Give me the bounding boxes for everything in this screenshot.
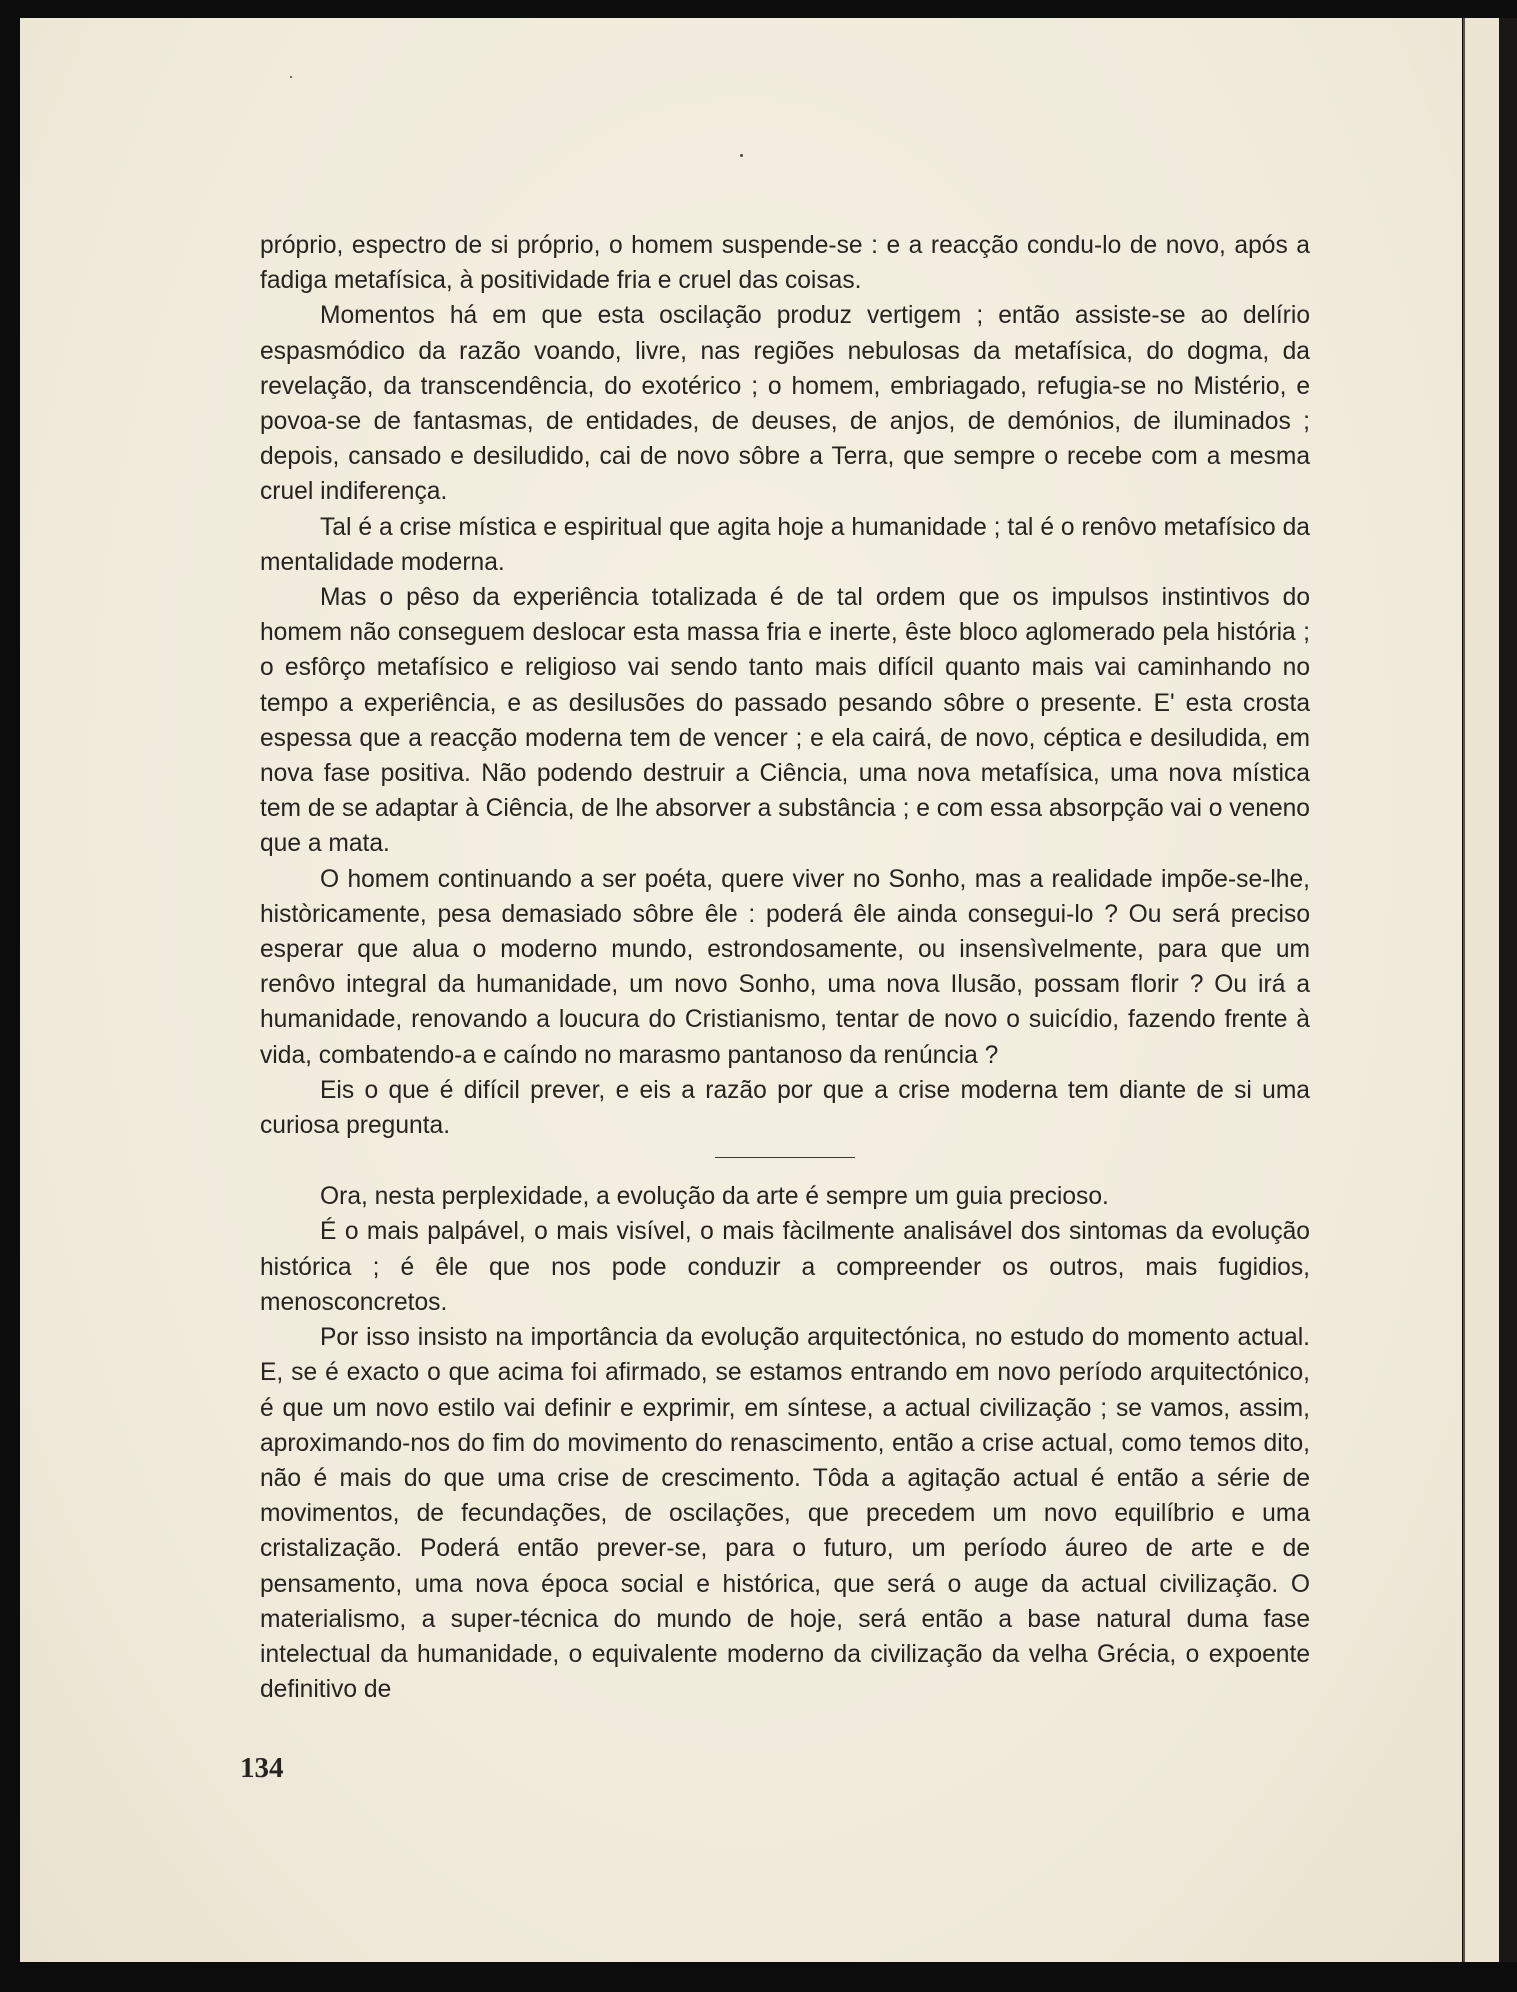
paragraph: Por isso insisto na importância da evolução arquitectónica, no estudo do momento actual. E, se é exacto o que acima foi afirmado, se estamos entrando em novo período arquitectónico, é que um novo estilo vai definir e exprimir, em síntese, a actual civilização ; se vamos, assim, aproximando-nos do fim do movimento do renascimento, então a crise actual, como temos dito, não é mais do que uma crise de crescimento. Tôda a agitação actual é então a série de movimentos, de fecundações, de oscilações, que precedem um novo equilíbrio e uma cristalização. Poderá então prever-se, para o futuro, um período áureo de arte e de pensamento, uma nova época social e histórica, que será o auge da actual civilização. O materialismo, a super-técnica do mundo de hoje, será então a base natural duma fase intelectual da humanidade, o equivalente moderno da civilização da velha Grécia, o expoente definitivo de — [260, 1324, 1310, 1704]
section-divider — [715, 1157, 855, 1158]
paragraph: Eis o que é difícil prever, e eis a razão por que a crise moderna tem diante de si uma curiosa pregunta. — [260, 1076, 1310, 1140]
paragraph: Tal é a crise mística e espiritual que agita hoje a humanidade ; tal é o renôvo metafísico da mentalidade moderna. — [260, 513, 1310, 576]
scan-border — [1499, 18, 1517, 1962]
page-number: 134 — [240, 1752, 284, 1784]
ink-speck — [740, 154, 743, 157]
paragraph: É o mais palpável, o mais visível, o mais fàcilmente analisável dos sintomas da evolução histórica ; é êle que nos pode conduzir a compreender os outros, mais fugidios, menosconcretos. — [260, 1218, 1310, 1316]
paragraph: Mas o pêso da experiência totalizada é de tal ordem que os impulsos instintivos do homem não conseguem deslocar esta massa fria e inerte, êste bloco aglomerado pela história ; o esfôrço metafísico e religioso vai sendo tanto mais difícil quanto mais vai caminhando no tempo a experiência, e as desilusões do passado pesando sôbre o presente. E' esta crosta espessa que a reacção moderna tem de vencer ; e ela cairá, de novo, céptica e desiludida, em nova fase positiva. Não podendo destruir a Ciência, uma nova metafísica, uma nova mística tem de se adaptar à Ciência, de lhe absorver a substância ; e com essa absorpção vai o veneno que a mata. — [260, 584, 1310, 858]
paragraph: Ora, nesta perplexidade, a evolução da arte é sempre um guia precioso. — [320, 1183, 1109, 1211]
body-text — [260, 228, 1310, 1707]
paragraph: Momentos há em que esta oscilação produz vertigem ; então assiste-se ao delírio espasmódico da razão voando, livre, nas regiões nebulosas da metafísica, do dogma, da revelação, da transcendência, do exotérico ; o homem, embriagado, refugia-se no Mistério, e povoa-se de fantasmas, de entidades, de deuses, de anjos, de demónios, de iluminados ; depois, cansado e desiludido, cai de novo sôbre a Terra, que sempre o recebe com a mesma cruel indiferença. — [260, 302, 1310, 506]
paragraph: próprio, espectro de si próprio, o homem suspende-se : e a reacção condu-lo de novo, após a fadiga metafísica, à positividade fria e cruel das coisas. — [260, 232, 1310, 295]
paragraph: O homem continuando a ser poéta, quere viver no Sonho, mas a realidade impõe-se-lhe, històricamente, pesa demasiado sôbre êle : poderá êle ainda consegui-lo ? Ou será preciso esperar que alua o moderno mundo, estrondosamente, ou insensìvelmente, para que um renôvo integral da humanidade, um novo Sonho, uma nova Ilusão, possam florir ? Ou irá a humanidade, renovando a loucura do Cristianismo, tentar de novo o suicídio, fazendo frente à vida, combatendo-a e caíndo no marasmo pantanoso da renúncia ? — [260, 865, 1310, 1069]
ink-speck — [290, 76, 292, 78]
adjacent-page-edge — [1463, 18, 1501, 1962]
book-page — [20, 18, 1462, 1962]
